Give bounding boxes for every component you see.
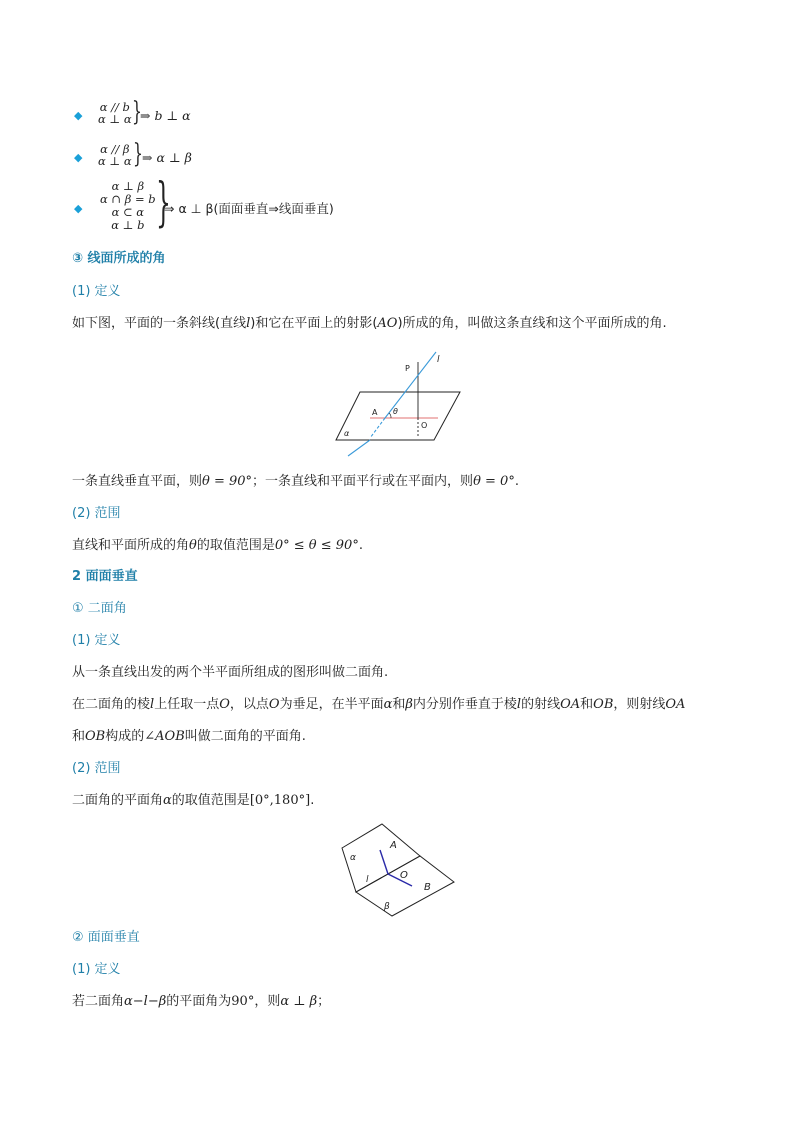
label-p: P: [405, 364, 410, 373]
diamond-bullet-icon: ◆: [74, 202, 83, 215]
subsection-heading: (2) 范围: [72, 761, 121, 776]
label-a: A: [372, 408, 378, 417]
oblique-line-below: [348, 440, 370, 456]
premise: α ⊥ β: [111, 179, 145, 193]
section-heading: 2 面面垂直: [72, 569, 138, 584]
label-o: O: [400, 870, 408, 881]
label-alpha: α: [350, 853, 356, 863]
premise: α ∩ β = b: [100, 192, 156, 206]
right-brace-icon: }: [156, 173, 171, 233]
premise: α ⊥ α: [98, 112, 132, 126]
premise: α ⊥ b: [111, 218, 145, 232]
subsection-heading: (1) 定义: [72, 284, 121, 299]
definition-text: 从一条直线出发的两个半平面所组成的图形叫做二面角.: [72, 665, 389, 680]
conclusion: ⇒ α ⊥ β: [142, 150, 192, 165]
right-brace-icon: }: [133, 139, 143, 169]
diamond-bullet-icon: ◆: [74, 151, 83, 164]
definition-text: 如下图，平面的一条斜线(直线l)和它在平面上的射影(AO)所成的角，叫做这条直线和这个平面所成的角.: [72, 316, 667, 331]
premise: α ⊥ α: [98, 154, 132, 168]
premise-system: [98, 101, 132, 125]
angle-arc: [389, 413, 391, 418]
dihedral-angle-figure: [340, 822, 460, 920]
right-brace-icon: }: [132, 97, 142, 127]
premise-system: [100, 180, 156, 232]
premise: α // b: [99, 100, 130, 114]
label-l: l: [366, 875, 369, 885]
definition-text: 若二面角α−l−β的平面角为90°，则α ⊥ β；: [72, 994, 331, 1009]
subsection-heading: ② 面面垂直: [72, 930, 140, 945]
label-b: B: [424, 882, 431, 893]
definition-text: 和OB构成的∠AOB叫做二面角的平面角.: [72, 729, 306, 744]
half-plane-beta: [356, 856, 454, 916]
premise: α // β: [100, 142, 130, 156]
label-o: O: [421, 421, 428, 430]
range-text: 直线和平面所成的角θ的取值范围是0° ≤ θ ≤ 90°.: [72, 538, 363, 553]
ray-oa: [380, 850, 388, 874]
subsection-heading: ① 二面角: [72, 601, 127, 616]
label-alpha: α: [344, 429, 350, 438]
definition-text: 在二面角的棱l上任取一点O，以点O为垂足，在半平面α和β内分别作垂直于棱l的射线OA和OB，则射线OA: [72, 697, 686, 712]
section-heading: ③ 线面所成的角: [72, 251, 166, 266]
premise-system: [98, 143, 132, 167]
diamond-bullet-icon: ◆: [74, 109, 83, 122]
subsection-heading: (1) 定义: [72, 962, 121, 977]
plane-parallelogram: [336, 392, 460, 440]
label-l: l: [437, 355, 440, 365]
subsection-heading: (1) 定义: [72, 633, 121, 648]
label-beta: β: [384, 902, 390, 912]
premise: α ⊂ α: [111, 205, 145, 219]
note-text: 一条直线垂直平面，则θ = 90°；一条直线和平面平行或在平面内，则θ = 0°.: [72, 474, 519, 489]
label-a: A: [390, 840, 397, 851]
oblique-hidden: [370, 418, 385, 438]
conclusion: ⇒ α ⊥ β(面面垂直⇒线面垂直): [164, 201, 334, 216]
range-text: 二面角的平面角α的取值范围是[0°,180°].: [72, 793, 315, 808]
line-plane-angle-figure: [330, 348, 470, 458]
conclusion: ⇒ b ⊥ α: [140, 108, 191, 123]
subsection-heading: (2) 范围: [72, 506, 121, 521]
label-theta: θ: [393, 407, 398, 416]
